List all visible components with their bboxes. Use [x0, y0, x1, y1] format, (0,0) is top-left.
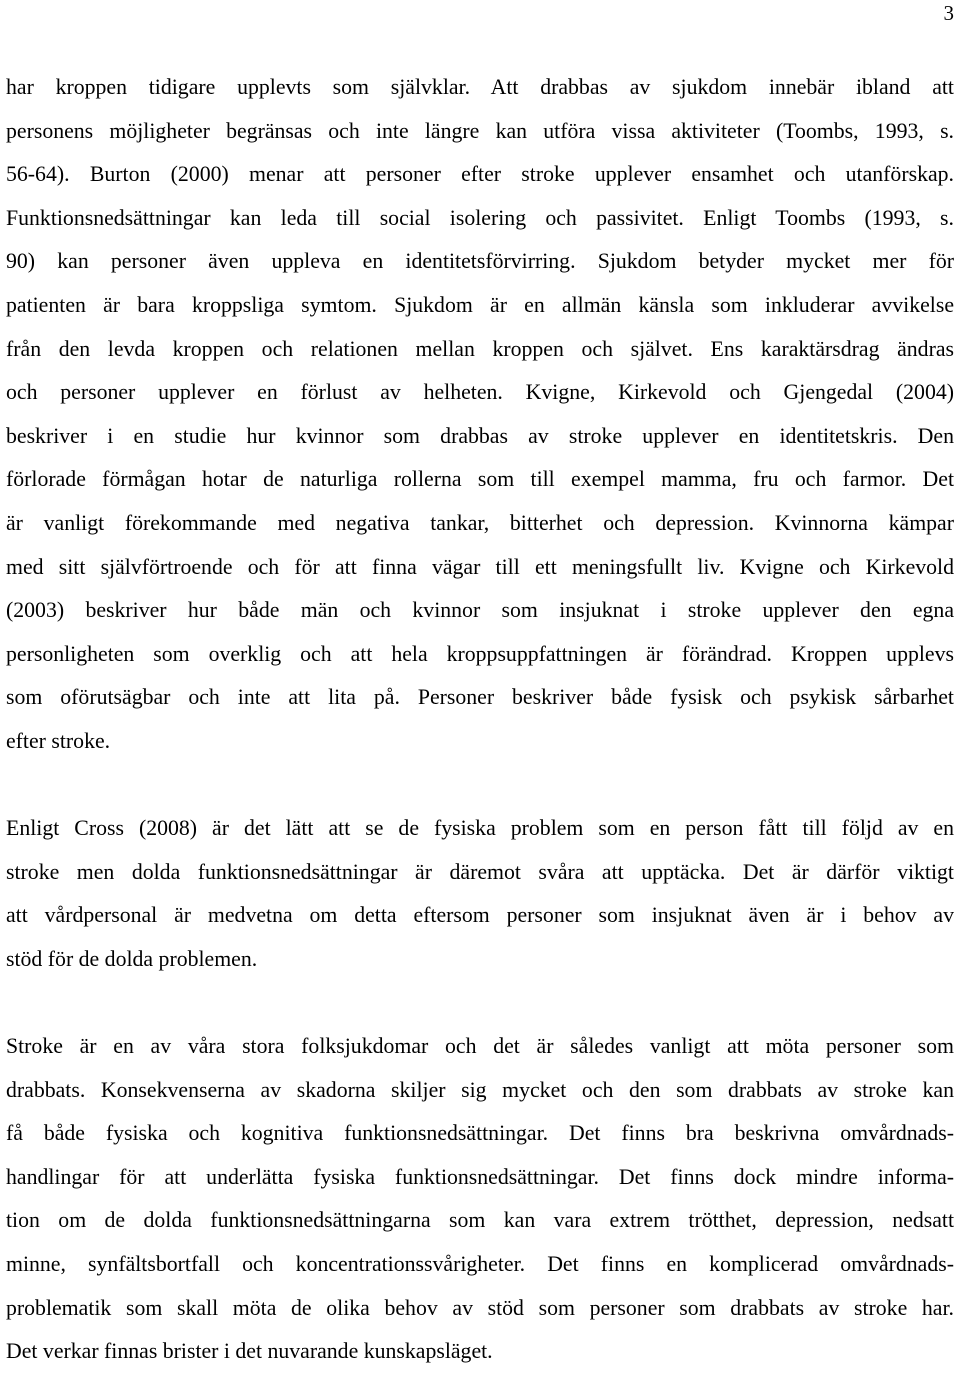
text-line: 56-64). Burton (2000) menar att personer efter stroke upplever ensamhet och utanförskap.: [6, 162, 954, 187]
text-line: handlingar för att underlätta fysiska funktionsnedsättningar. Det finns dock mindre informa-: [6, 1164, 954, 1189]
text-line: (2003) beskriver hur både män och kvinnor som insjuknat i stroke upplever den egna: [6, 598, 954, 623]
text-line: som oförutsägbar och inte att lita på. Personer beskriver både fysisk och psykisk sårbarhet: [6, 685, 954, 710]
text-line: stroke men dolda funktionsnedsättningar är däremot svåra att upptäcka. Det är därför viktigt: [6, 859, 954, 884]
text-line: med sitt självförtroende och för att finna vägar till ett meningsfullt liv. Kvigne och Kirkevold: [6, 554, 954, 579]
text-line: beskriver i en studie hur kvinnor som drabbas av stroke upplever en identitetskris. Den: [6, 423, 954, 448]
text-line: att vårdpersonal är medvetna om detta eftersom personer som insjuknat även är i behov av: [6, 903, 954, 928]
text-line: och personer upplever en förlust av helheten. Kvigne, Kirkevold och Gjengedal (2004): [6, 380, 954, 405]
text-line: Funktionsnedsättningar kan leda till social isolering och passivitet. Enligt Toombs (1993, s.: [6, 205, 954, 230]
paragraph-spacer: [6, 764, 954, 808]
page-number: 3: [943, 1, 954, 25]
paragraph-3: [6, 1025, 954, 1374]
text-line: från den levda kroppen och relationen mellan kroppen och självet. Ens karaktärsdrag ändras: [6, 336, 954, 361]
text-line: patienten är bara kroppsliga symtom. Sjukdom är en allmän känsla som inkluderar avvikelse: [6, 292, 954, 317]
text-line: minne, synfältsbortfall och koncentrationssvårigheter. Det finns en komplicerad omvårdnads-: [6, 1252, 954, 1277]
text-line: efter stroke.: [6, 728, 111, 753]
paragraph-spacer: [6, 981, 954, 1025]
text-line: personens möjligheter begränsas och inte längre kan utföra vissa aktiviteter (Toombs, 1993, s.: [6, 118, 954, 143]
text-line: Enligt Cross (2008) är det lätt att se de fysiska problem som en person fått till följd av en: [6, 816, 954, 841]
text-line: problematik som skall möta de olika behov av stöd som personer som drabbats av stroke har.: [6, 1295, 954, 1320]
document-body: [6, 66, 954, 1374]
text-line: Det verkar finnas brister i det nuvarande kunskapsläget.: [6, 1339, 493, 1364]
text-line: har kroppen tidigare upplevts som självklar. Att drabbas av sjukdom innebär ibland att: [6, 75, 954, 99]
text-line: Stroke är en av våra stora folksjukdomar och det är således vanligt att möta personer som: [6, 1034, 954, 1059]
text-line: är vanligt förekommande med negativa tankar, bitterhet och depression. Kvinnorna kämpar: [6, 510, 954, 535]
text-line: få både fysiska och kognitiva funktionsnedsättningar. Det finns bra beskrivna omvårdnads-: [6, 1121, 954, 1146]
text-line: förlorade förmågan hotar de naturliga rollerna som till exempel mamma, fru och farmor. Det: [6, 467, 954, 492]
text-line: drabbats. Konsekvenserna av skadorna skiljer sig mycket och den som drabbats av stroke kan: [6, 1077, 954, 1102]
text-line: 90) kan personer även uppleva en identitetsförvirring. Sjukdom betyder mycket mer för: [6, 249, 954, 274]
paragraph-2: [6, 807, 954, 981]
text-line: personligheten som overklig och att hela kroppsuppfattningen är förändrad. Kroppen upplevs: [6, 641, 954, 666]
text-line: tion om de dolda funktionsnedsättningarna som kan vara extrem trötthet, depression, nedsatt: [6, 1208, 954, 1233]
text-line: stöd för de dolda problemen.: [6, 946, 258, 971]
paragraph-1: [6, 66, 954, 764]
